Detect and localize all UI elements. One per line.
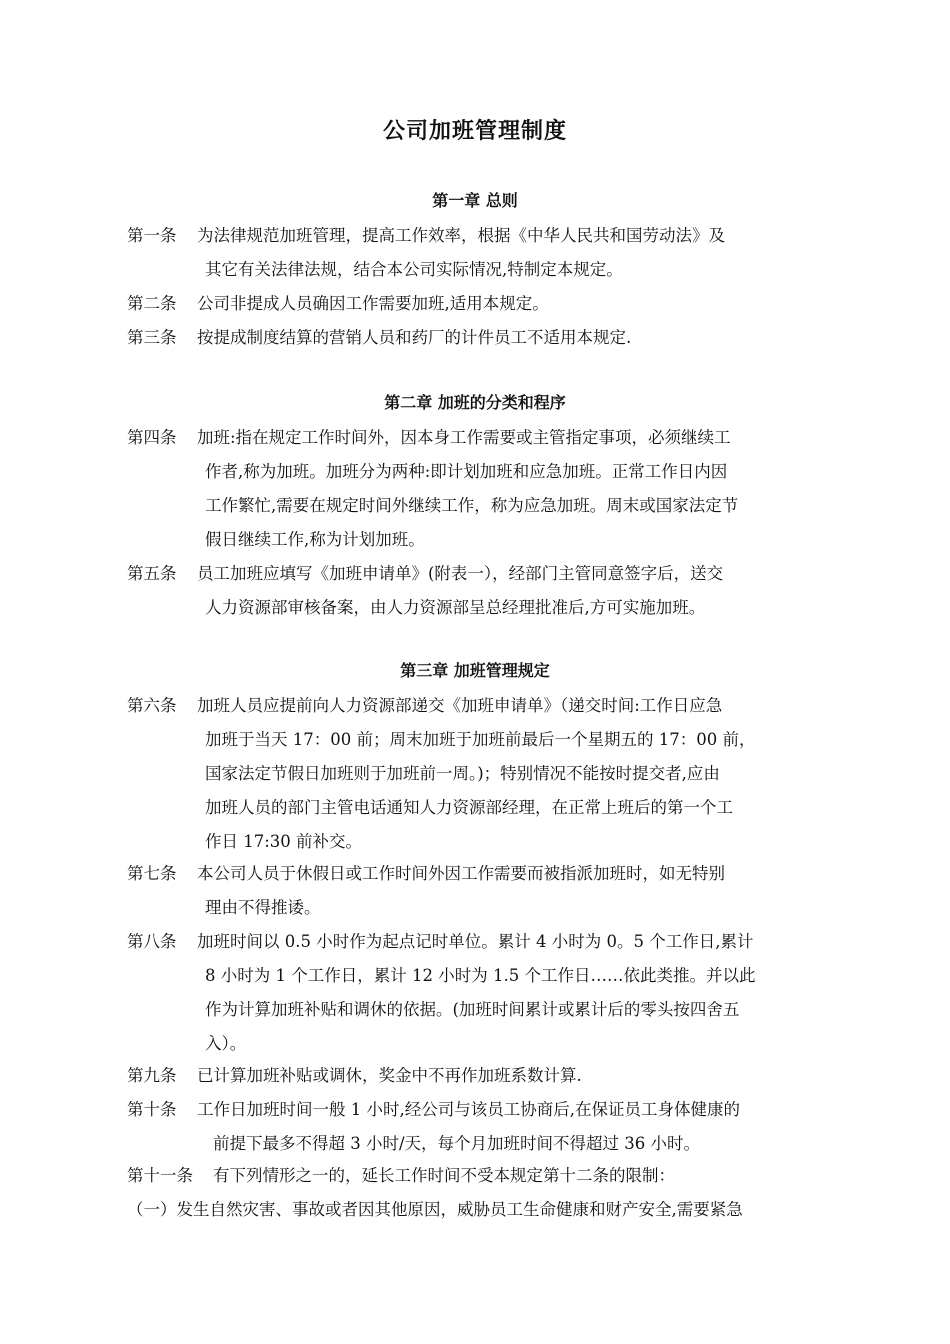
page-title: 公司加班管理制度 — [382, 118, 567, 144]
article-label: 第十一条 — [127, 1166, 193, 1185]
article-text: 入）。 — [205, 1034, 247, 1053]
article-label: 第五条 — [127, 564, 177, 583]
article-text: 工作日加班时间一般 1 小时,经公司与该员工协商后,在保证员工身体健康的 — [197, 1100, 740, 1119]
article-text: 假日继续工作,称为计划加班。 — [205, 530, 425, 549]
article-text: 加班于当天 17：00 前；周末加班于加班前最后一个星期五的 17：00 前， — [205, 730, 756, 749]
article-label: 第一条 — [127, 226, 177, 245]
article-text: 8 小时为 1 个工作日，累计 12 小时为 1.5 个工作日……依此类推。并以此 — [205, 966, 756, 985]
article-text: 前提下最多不得超 3 小时/天，每个月加班时间不得超过 36 小时。 — [213, 1134, 701, 1153]
article-text: 国家法定节假日加班则于加班前一周。)；特别情况不能按时提交者,应由 — [205, 764, 720, 783]
article-label: 第七条 — [127, 864, 177, 883]
article-label: 第六条 — [127, 696, 177, 715]
article-label: 第九条 — [127, 1066, 177, 1085]
article-text: 人力资源部审核备案，由人力资源部呈总经理批准后,方可实施加班。 — [205, 598, 706, 617]
article-label: 第二条 — [127, 294, 177, 313]
article-text: 作为计算加班补贴和调休的依据。(加班时间累计或累计后的零头按四舍五 — [205, 1000, 740, 1019]
article-text: 加班:指在规定工作时间外，因本身工作需要或主管指定事项，必须继续工 — [197, 428, 731, 447]
article-text: 按提成制度结算的营销人员和药厂的计件员工不适用本规定. — [197, 328, 632, 347]
article-label: 第十条 — [127, 1100, 177, 1119]
article-text: 作者,称为加班。加班分为两种:即计划加班和应急加班。正常工作日内因 — [205, 462, 728, 481]
article-text: 公司非提成人员确因工作需要加班,适用本规定。 — [197, 294, 549, 313]
article-text: 本公司人员于休假日或工作时间外因工作需要而被指派加班时，如无特别 — [197, 864, 725, 883]
article-text: 员工加班应填写《加班申请单》(附表一），经部门主管同意签字后，送交 — [197, 564, 724, 583]
clause-text: （一）发生自然灾害、事故或者因其他原因，威胁员工生命健康和财产安全,需要紧急 — [127, 1200, 743, 1219]
article-text: 加班人员应提前向人力资源部递交《加班申请单》（递交时间:工作日应急 — [197, 696, 723, 715]
chapter-heading-2: 第二章 加班的分类和程序 — [384, 393, 566, 412]
article-text: 加班时间以 0.5 小时作为起点记时单位。累计 4 小时为 0。5 个工作日,累计 — [197, 932, 754, 951]
article-label: 第三条 — [127, 328, 177, 347]
chapter-heading-3: 第三章 加班管理规定 — [400, 661, 550, 680]
article-text: 为法律规范加班管理，提高工作效率，根据《中华人民共和国劳动法》及 — [197, 226, 725, 245]
article-text: 其它有关法律法规，结合本公司实际情况,特制定本规定。 — [205, 260, 623, 279]
article-text: 工作繁忙,需要在规定时间外继续工作，称为应急加班。周末或国家法定节 — [205, 496, 739, 515]
article-text: 有下列情形之一的，延长工作时间不受本规定第十二条的限制： — [213, 1166, 675, 1185]
article-label: 第八条 — [127, 932, 177, 951]
chapter-heading-1: 第一章 总则 — [432, 191, 518, 210]
article-text: 加班人员的部门主管电话通知人力资源部经理，在正常上班后的第一个工 — [205, 798, 733, 817]
article-text: 作日 17:30 前补交。 — [205, 832, 363, 851]
article-label: 第四条 — [127, 428, 177, 447]
article-text: 已计算加班补贴或调休，奖金中不再作加班系数计算. — [197, 1066, 582, 1085]
article-text: 理由不得推诿。 — [205, 898, 321, 917]
